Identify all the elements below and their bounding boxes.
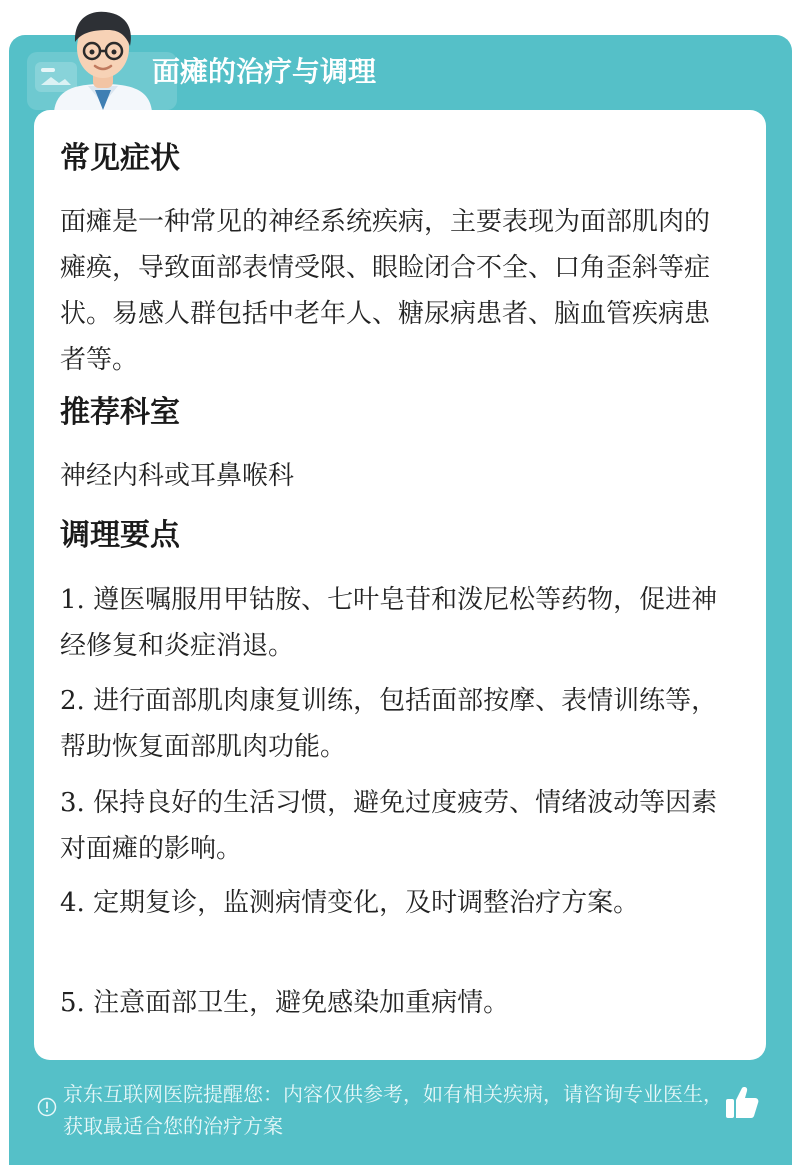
care-item-text: 注意面部卫生，避免感染加重病情。 [93,988,510,1018]
care-item-number: 4. [60,888,85,918]
department-text: 神经内科或耳鼻喉科 [60,461,295,491]
care-item-text: 保持良好的生活习惯，避免过度疲劳、情绪波动等因素对面瘫的影响。 [60,788,718,864]
page-title: 面瘫的治疗与调理 [152,55,377,88]
care-item [60,577,730,669]
symptoms-heading: 常见症状 [60,141,180,176]
department-heading: 推荐科室 [60,395,180,430]
care-item [60,980,730,1026]
care-item-text: 定期复诊，监测病情变化，及时调整治疗方案。 [93,888,640,918]
care-item [60,678,730,770]
care-heading: 调理要点 [60,518,180,553]
care-item-number: 2. [60,686,85,716]
thumbs-up-icon[interactable] [723,1083,761,1121]
care-item [60,780,730,872]
care-item-number: 5. [60,988,85,1018]
info-icon [37,1097,57,1117]
care-item-text: 遵医嘱服用甲钴胺、七叶皂苷和泼尼松等药物，促进神经修复和炎症消退。 [60,585,718,661]
doctor-avatar [48,6,158,112]
care-item-number: 3. [60,788,85,818]
care-item-text: 进行面部肌肉康复训练，包括面部按摩、表情训练等，帮助恢复面部肌肉功能。 [60,686,718,762]
symptoms-text: 面瘫是一种常见的神经系统疾病，主要表现为面部肌肉的瘫痪，导致面部表情受限、眼睑闭合不全、口角歪斜等症状。易感人群包括中老年人、糖尿病患者、脑血管疾病患者等。 [60,207,711,375]
care-item [60,880,730,926]
care-item-number: 1. [60,585,85,615]
disclaimer-text: 京东互联网医院提醒您：内容仅供参考，如有相关疾病，请咨询专业医生，获取最适合您的治疗方案 [63,1082,723,1138]
